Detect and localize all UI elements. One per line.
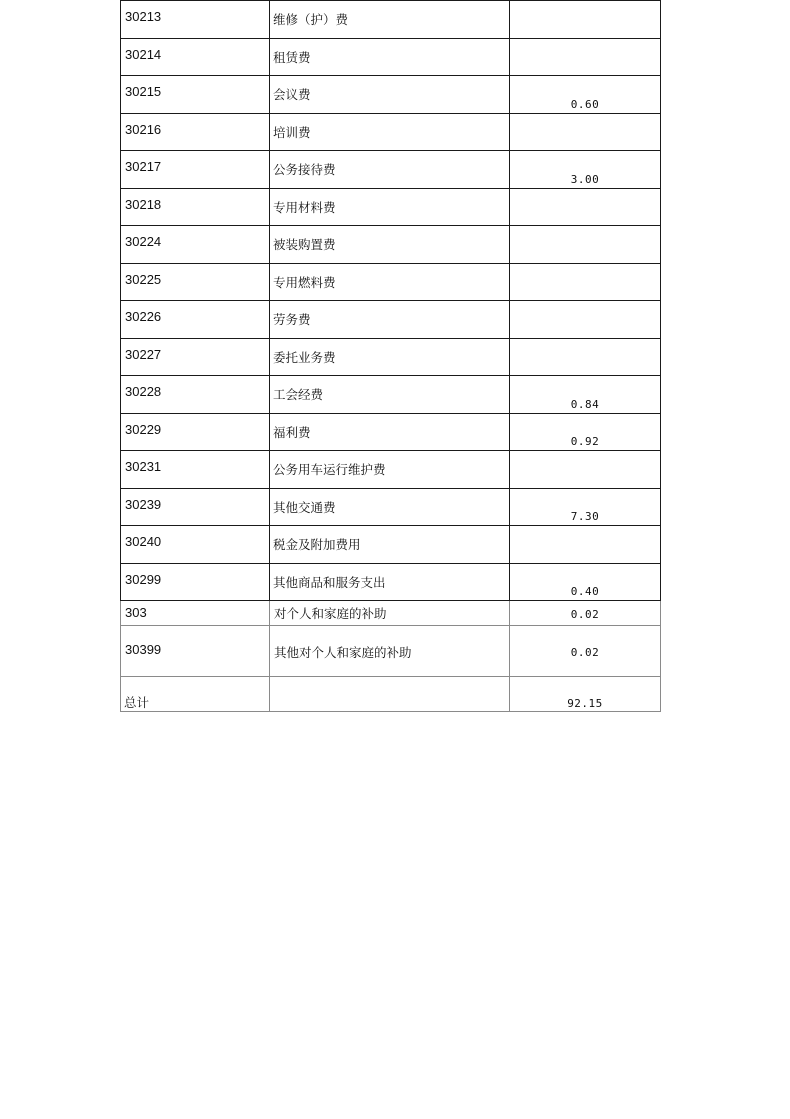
code-cell [121,601,270,626]
table-row [121,38,661,76]
name-text: 培训费 [273,124,311,140]
name-cell [270,188,510,226]
amount-text: 0.02 [570,646,600,659]
name-text: 租赁费 [273,49,311,65]
amount-cell [510,76,661,114]
amount-cell [510,626,661,677]
table-row [121,151,661,189]
code-text: 30228 [125,384,162,399]
name-cell [270,563,510,601]
amount-text: 3.00 [570,172,600,186]
amount-cell [510,226,661,264]
table-row [121,376,661,414]
name-text: 福利费 [273,424,311,440]
code-text: 30218 [125,196,162,212]
code-text: 30239 [125,496,162,512]
table-row [121,188,661,226]
code-cell [121,526,270,564]
code-cell [121,113,270,151]
amount-cell [510,488,661,526]
code-cell [121,188,270,226]
code-text: 30226 [125,309,162,324]
amount-cell [510,188,661,226]
name-text: 会议费 [273,87,311,102]
code-cell [121,376,270,414]
amount-cell [510,263,661,301]
table-row [121,113,661,151]
amount-cell [510,376,661,414]
table-row [121,626,661,677]
name-text: 其他商品和服务支出 [273,574,386,590]
amount-text: 0.92 [570,435,600,448]
code-cell [121,38,270,76]
table-row [121,226,661,264]
name-cell [270,38,510,76]
name-text: 工会经费 [273,387,324,402]
table-row [121,451,661,489]
code-text: 30299 [125,571,162,587]
code-text: 30214 [125,46,162,62]
name-text: 税金及附加费用 [273,537,361,552]
code-text: 30217 [125,159,162,174]
code-text: 30216 [125,121,162,137]
name-cell [270,263,510,301]
table-row [121,563,661,601]
table-row [121,413,661,451]
total-amount: 92.15 [567,697,603,710]
amount-text: 0.84 [570,397,600,411]
total-label-cell [121,677,270,712]
name-cell [270,626,510,677]
name-text: 其他交通费 [273,499,336,515]
name-text: 维修（护）费 [273,12,349,27]
amount-text: 0.02 [570,608,600,621]
amount-cell [510,451,661,489]
amount-cell [510,38,661,76]
total-name-cell [270,677,510,712]
name-cell [270,1,510,39]
amount-cell [510,301,661,339]
amount-cell [510,1,661,39]
code-cell [121,226,270,264]
code-cell [121,626,270,677]
code-text: 30399 [125,642,162,657]
code-cell [121,76,270,114]
name-text: 公务接待费 [273,162,336,177]
amount-cell [510,601,661,626]
code-cell [121,563,270,601]
name-cell [270,376,510,414]
name-cell [270,488,510,526]
name-cell [270,113,510,151]
code-text: 30225 [125,271,162,287]
name-cell [270,451,510,489]
code-cell [121,488,270,526]
name-cell [270,151,510,189]
name-text: 其他对个人和家庭的补助 [274,645,412,660]
name-cell [270,413,510,451]
amount-cell [510,338,661,376]
total-amount-cell [510,677,661,712]
code-text: 30229 [125,421,162,437]
name-text: 公务用车运行维护费 [273,462,386,477]
name-cell [270,526,510,564]
code-cell [121,151,270,189]
name-cell [270,301,510,339]
code-cell [121,1,270,39]
amount-text: 0.60 [570,97,600,111]
code-cell [121,413,270,451]
name-text: 委托业务费 [273,349,336,365]
code-cell [121,301,270,339]
table-row [121,301,661,339]
name-text: 专用燃料费 [273,274,336,290]
table-row [121,526,661,564]
amount-cell [510,151,661,189]
code-text: 30240 [125,534,162,549]
name-text: 被装购置费 [273,237,336,252]
name-cell [270,226,510,264]
name-cell [270,338,510,376]
name-text: 对个人和家庭的补助 [274,606,387,621]
code-text: 30213 [125,9,162,24]
name-cell [270,601,510,626]
amount-text: 0.40 [570,585,600,598]
total-label: 总计 [124,695,150,710]
amount-cell [510,113,661,151]
name-text: 专用材料费 [273,199,336,215]
amount-text: 7.30 [570,510,600,523]
code-cell [121,338,270,376]
amount-cell [510,526,661,564]
code-text: 30224 [125,234,162,249]
table-row [121,338,661,376]
code-text: 30231 [125,459,162,474]
code-cell [121,263,270,301]
amount-cell [510,563,661,601]
expenditure-table [120,0,661,712]
code-text: 30227 [125,346,162,362]
total-row [121,677,661,712]
code-cell [121,451,270,489]
table-row [121,1,661,39]
name-text: 劳务费 [273,312,311,327]
table-row [121,263,661,301]
table-row [121,76,661,114]
name-cell [270,76,510,114]
table-row [121,488,661,526]
code-text: 30215 [125,84,162,99]
code-text: 303 [125,605,147,620]
table-row [121,601,661,626]
amount-cell [510,413,661,451]
